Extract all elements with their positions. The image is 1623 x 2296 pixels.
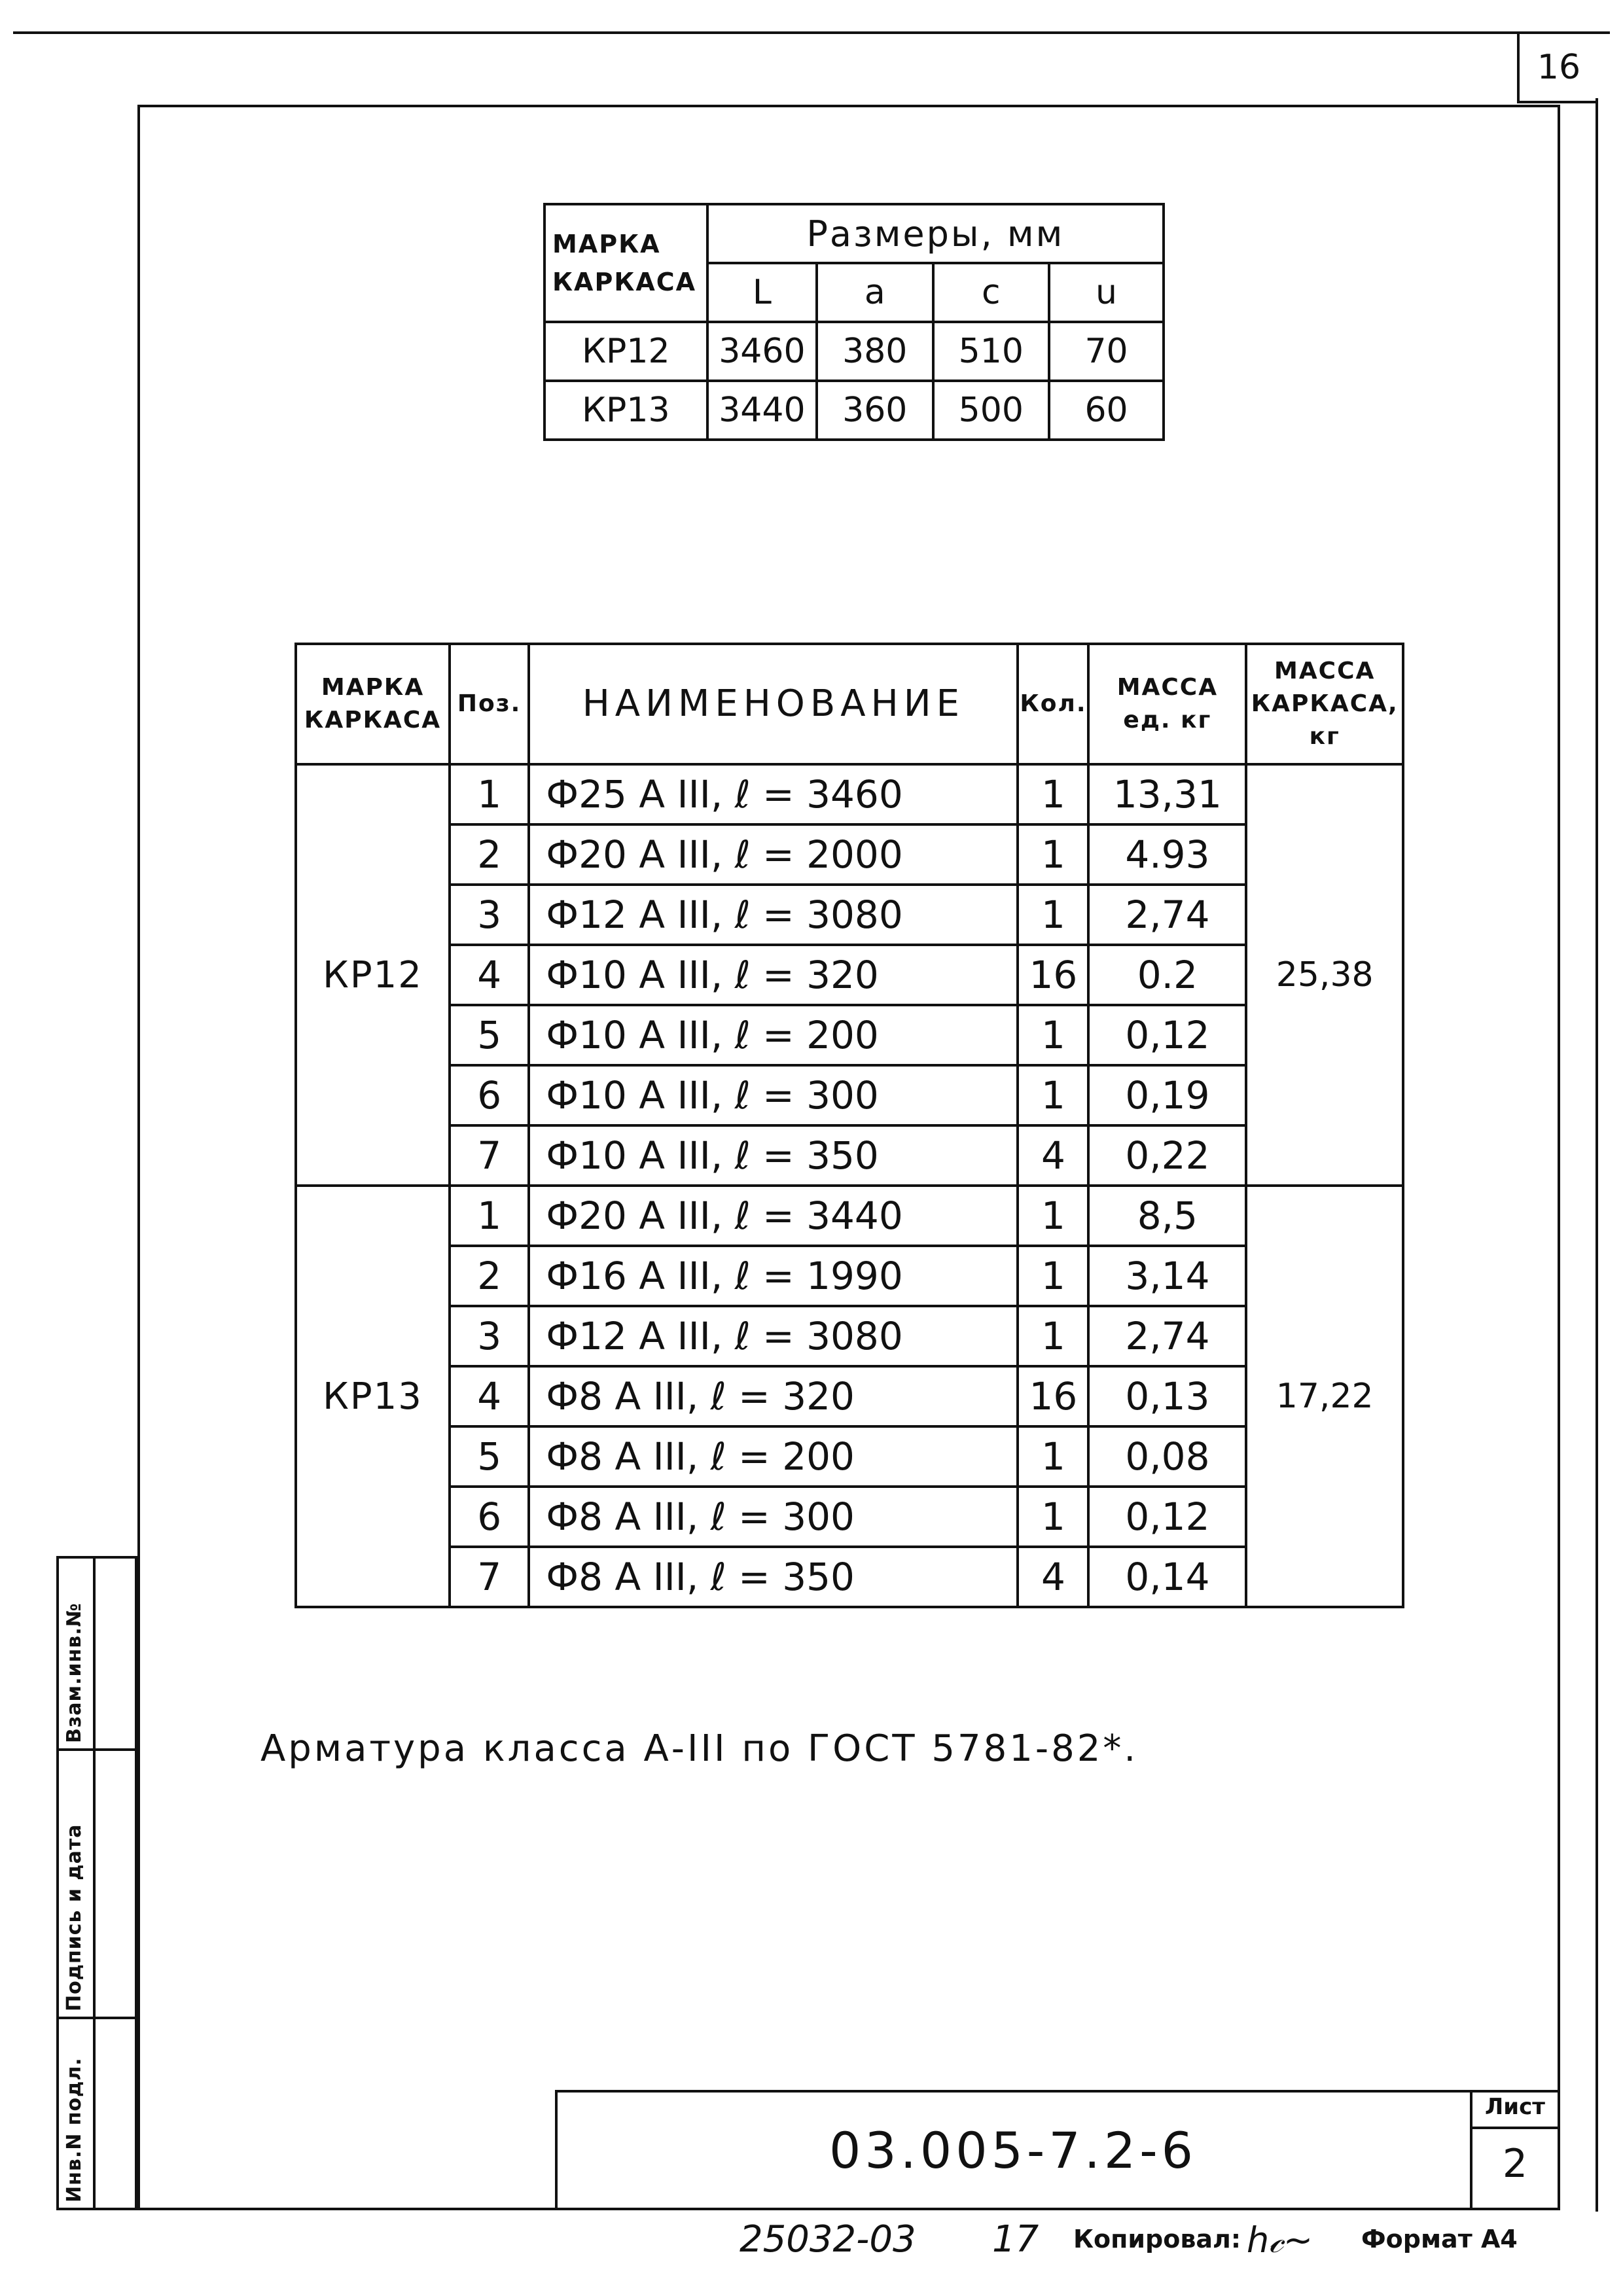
dims-value: 3440 [707, 381, 817, 440]
sheet-box-divider [1470, 2127, 1560, 2129]
side-strip-divider [59, 1748, 135, 1751]
item-qty: 16 [1018, 945, 1088, 1005]
group-total-mass: 25,38 [1246, 764, 1403, 1186]
item-name: Ф20 А III, ℓ = 3440 [529, 1186, 1018, 1246]
item-qty: 1 [1018, 1065, 1088, 1125]
item-pos: 2 [450, 824, 529, 885]
table-row [296, 1547, 1403, 1607]
footer-stamp: 25032-03 [740, 2218, 916, 2261]
group-mark: КР12 [296, 764, 450, 1186]
dims-sizes-header: Размеры, мм [707, 204, 1164, 263]
right-border-line [1596, 98, 1598, 2212]
dims-mark: КР12 [544, 322, 707, 381]
item-mass: 3,14 [1088, 1246, 1246, 1306]
side-label-inv-podl: Инв.N подл. [63, 2057, 86, 2202]
side-label-vzam: Взам.инв.№ [63, 1602, 86, 1743]
table-row [296, 824, 1403, 885]
item-pos: 7 [450, 1547, 529, 1607]
item-name: Ф10 А III, ℓ = 300 [529, 1065, 1018, 1125]
item-pos: 3 [450, 885, 529, 945]
item-name: Ф8 А III, ℓ = 320 [529, 1366, 1018, 1426]
table-row [296, 1065, 1403, 1125]
item-mass: 0,14 [1088, 1547, 1246, 1607]
item-qty: 1 [1018, 1186, 1088, 1246]
table-row [296, 1125, 1403, 1186]
document-code: 03.005-7.2-6 [829, 2121, 1197, 2180]
side-stamp-strip [56, 1556, 137, 2210]
copier-signature: ℎ𝒸~ [1247, 2219, 1313, 2261]
item-qty: 1 [1018, 1306, 1088, 1366]
item-mass: 0.2 [1088, 945, 1246, 1005]
spec-frame-mass-header: МАССА КАРКАСА, кг [1246, 644, 1403, 764]
item-qty: 1 [1018, 1426, 1088, 1487]
footer-copied-label: Копировал: [1073, 2225, 1241, 2253]
table-row [296, 1426, 1403, 1487]
dims-value: 70 [1049, 322, 1164, 381]
spec-qty-header: Кол. [1018, 644, 1088, 764]
spec-mark-header: МАРКА КАРКАСА [296, 644, 450, 764]
table-row [544, 381, 1164, 440]
item-name: Ф20 А III, ℓ = 2000 [529, 824, 1018, 885]
sheet-number: 2 [1502, 2141, 1528, 2187]
corner-sheet-number: 16 [1517, 34, 1598, 103]
table-row [544, 322, 1164, 381]
item-pos: 6 [450, 1065, 529, 1125]
item-name: Ф12 А III, ℓ = 3080 [529, 1306, 1018, 1366]
group-mark: КР13 [296, 1186, 450, 1607]
item-mass: 2,74 [1088, 1306, 1246, 1366]
dimensions-table [543, 203, 1165, 441]
item-name: Ф10 А III, ℓ = 200 [529, 1005, 1018, 1065]
item-name: Ф12 А III, ℓ = 3080 [529, 885, 1018, 945]
item-mass: 2,74 [1088, 885, 1246, 945]
reinforcement-note: Арматура класса А-III по ГОСТ 5781-82*. [260, 1727, 1139, 1770]
item-pos: 6 [450, 1487, 529, 1547]
table-row [296, 1186, 1403, 1246]
table-row [296, 885, 1403, 945]
footer-format: Формат А4 [1361, 2225, 1518, 2253]
item-qty: 1 [1018, 885, 1088, 945]
table-row [296, 945, 1403, 1005]
spec-unit-mass-header: МАССА ед. кг [1088, 644, 1246, 764]
table-row [296, 764, 1403, 824]
table-row [296, 1246, 1403, 1306]
item-mass: 8,5 [1088, 1186, 1246, 1246]
side-label-podpis: Подпись и дата [63, 1824, 86, 2011]
item-pos: 4 [450, 945, 529, 1005]
item-pos: 5 [450, 1426, 529, 1487]
item-qty: 4 [1018, 1547, 1088, 1607]
item-qty: 1 [1018, 1487, 1088, 1547]
item-mass: 4.93 [1088, 824, 1246, 885]
side-strip-divider [93, 1559, 96, 2208]
item-qty: 1 [1018, 1246, 1088, 1306]
group-total-mass: 17,22 [1246, 1186, 1403, 1607]
item-name: Ф8 А III, ℓ = 200 [529, 1426, 1018, 1487]
top-border-line [13, 31, 1610, 34]
item-pos: 1 [450, 764, 529, 824]
item-qty: 4 [1018, 1125, 1088, 1186]
side-strip-divider [59, 2017, 135, 2019]
item-pos: 2 [450, 1246, 529, 1306]
item-mass: 0,22 [1088, 1125, 1246, 1186]
table-row [296, 1366, 1403, 1426]
dims-col-header: L [707, 263, 817, 322]
item-qty: 16 [1018, 1366, 1088, 1426]
dims-mark: КР13 [544, 381, 707, 440]
spec-pos-header: Поз. [450, 644, 529, 764]
item-qty: 1 [1018, 764, 1088, 824]
item-name: Ф8 А III, ℓ = 300 [529, 1487, 1018, 1547]
dims-col-header: c [933, 263, 1050, 322]
dims-value: 360 [817, 381, 933, 440]
item-pos: 5 [450, 1005, 529, 1065]
footer-num: 17 [992, 2218, 1039, 2261]
spec-header-row [296, 644, 1403, 764]
item-name: Ф16 А III, ℓ = 1990 [529, 1246, 1018, 1306]
table-row [296, 1306, 1403, 1366]
table-row [296, 1487, 1403, 1547]
spec-name-header: НАИМЕНОВАНИЕ [529, 644, 1018, 764]
dims-value: 60 [1049, 381, 1164, 440]
specification-table [294, 643, 1404, 1608]
dims-value: 510 [933, 322, 1050, 381]
table-row [296, 1005, 1403, 1065]
item-mass: 0,12 [1088, 1487, 1246, 1547]
item-pos: 4 [450, 1366, 529, 1426]
item-pos: 7 [450, 1125, 529, 1186]
item-qty: 1 [1018, 1005, 1088, 1065]
item-name: Ф10 А III, ℓ = 350 [529, 1125, 1018, 1186]
item-pos: 3 [450, 1306, 529, 1366]
item-name: Ф8 А III, ℓ = 350 [529, 1547, 1018, 1607]
sheet-label: Лист [1485, 2094, 1545, 2120]
dims-value: 500 [933, 381, 1050, 440]
item-mass: 0,19 [1088, 1065, 1246, 1125]
item-name: Ф10 А III, ℓ = 320 [529, 945, 1018, 1005]
dims-value: 380 [817, 322, 933, 381]
item-name: Ф25 А III, ℓ = 3460 [529, 764, 1018, 824]
item-mass: 0,12 [1088, 1005, 1246, 1065]
dims-col-header: a [817, 263, 933, 322]
item-mass: 0,13 [1088, 1366, 1246, 1426]
dims-value: 3460 [707, 322, 817, 381]
dims-mark-header: МАРКА КАРКАСА [544, 204, 707, 322]
item-qty: 1 [1018, 824, 1088, 885]
item-mass: 13,31 [1088, 764, 1246, 824]
item-mass: 0,08 [1088, 1426, 1246, 1487]
dims-col-header: u [1049, 263, 1164, 322]
item-pos: 1 [450, 1186, 529, 1246]
